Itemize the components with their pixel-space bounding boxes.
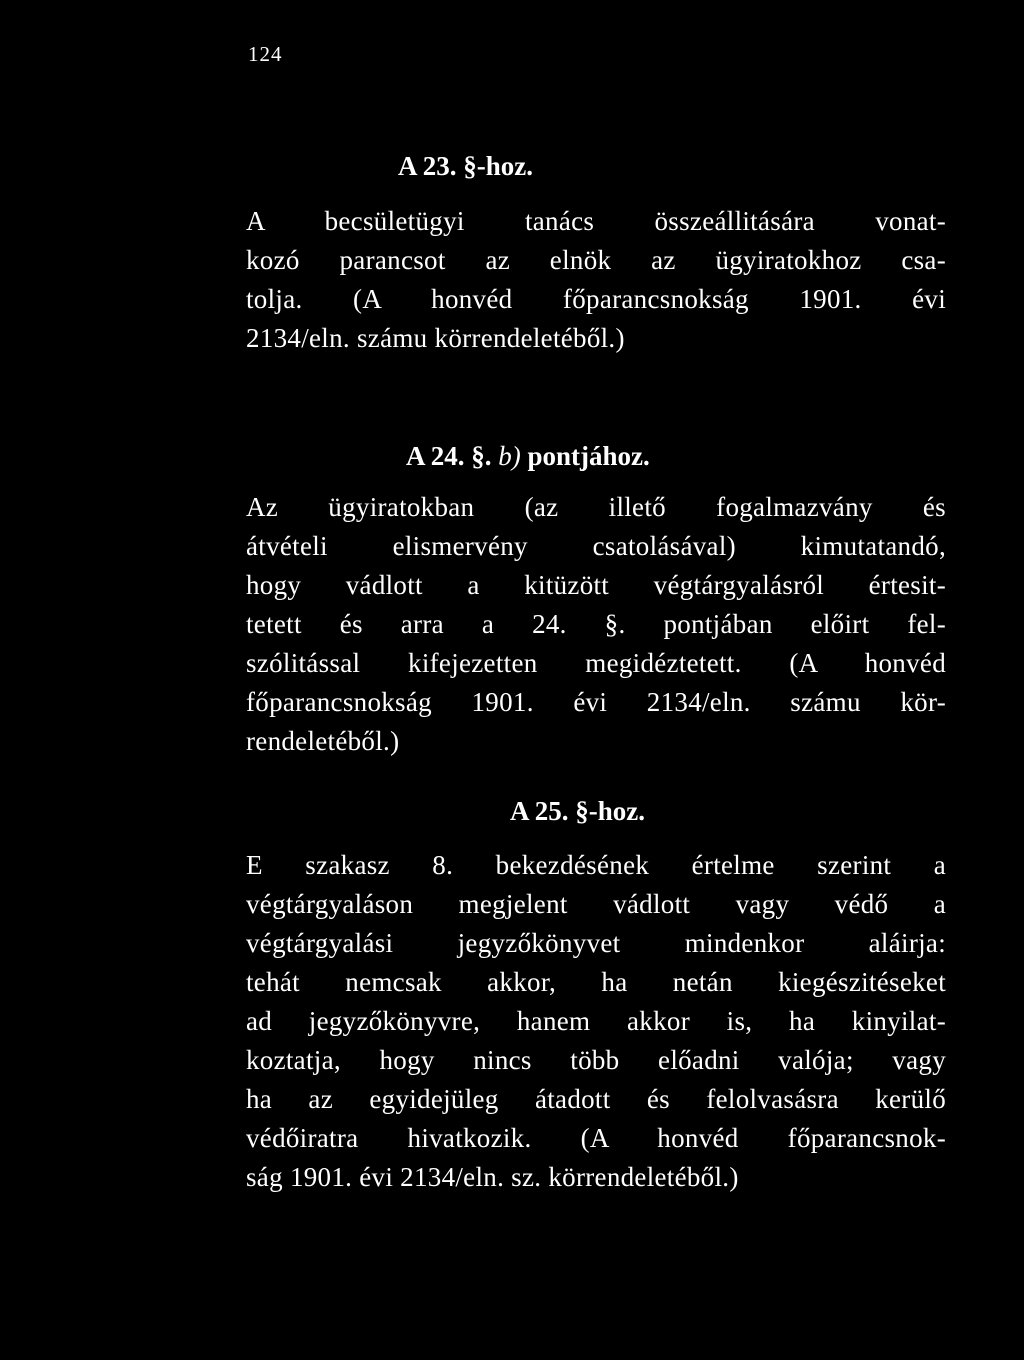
text-line: ha az egyidejüleg átadott és felolvasásra kerülő <box>246 1084 946 1114</box>
text-line: kozó parancsot az elnök az ügyiratokhoz csa- <box>246 245 946 275</box>
text-line: rendeletéből.) <box>246 726 400 756</box>
text-line: főparancsnokság 1901. évi 2134/eln. számu kör- <box>246 687 946 717</box>
heading-letter: b) <box>498 441 521 471</box>
section-heading-25 <box>510 795 645 827</box>
text-line: végtárgyalási jegyzőkönyvet mindenkor aláirja: <box>246 928 946 958</box>
text-line: Az ügyiratokban (az illető fogalmazvány és <box>246 492 946 522</box>
text-line: végtárgyaláson megjelent vádlott vagy védő a <box>246 889 946 919</box>
section-heading-24 <box>406 440 650 472</box>
text-line: A becsületügyi tanács összeállitására vonat- <box>246 206 946 236</box>
heading-number: A 24. <box>406 441 465 471</box>
heading-text: §-hoz. <box>463 151 534 181</box>
paragraph-23 <box>246 202 946 358</box>
heading-section-sign: §. <box>471 441 492 471</box>
text-line: E szakasz 8. bekezdésének értelme szerint a <box>246 850 946 880</box>
text-line: koztatja, hogy nincs több előadni valója; vagy <box>246 1045 946 1075</box>
text-line: tehát nemcsak akkor, ha netán kiegészitéseket <box>246 967 946 997</box>
text-line: tetett és arra a 24. §. pontjában előirt fel- <box>246 609 946 639</box>
heading-text: pontjához. <box>527 441 650 471</box>
text-line: tolja. (A honvéd főparancsnokság 1901. évi <box>246 284 946 314</box>
page-number: 124 <box>248 42 283 66</box>
paragraph-25 <box>246 846 946 1197</box>
text-line: védőiratra hivatkozik. (A honvéd főparancsnok- <box>246 1123 946 1153</box>
section-heading-23 <box>398 150 533 182</box>
paragraph-24 <box>246 488 946 761</box>
text-line: ad jegyzőkönyvre, hanem akkor is, ha kinyilat- <box>246 1006 946 1036</box>
text-line: 2134/eln. számu körrendeletéből.) <box>246 323 625 353</box>
heading-text: §-hoz. <box>575 796 646 826</box>
text-line: ság 1901. évi 2134/eln. sz. körrendeletéből.) <box>246 1162 739 1192</box>
text-line: átvételi elismervény csatolásával) kimutatandó, <box>246 531 946 561</box>
text-line: szólitással kifejezetten megidéztetett. (A honvéd <box>246 648 946 678</box>
heading-number: A 25. <box>510 796 569 826</box>
text-line: hogy vádlott a kitüzött végtárgyalásról értesit- <box>246 570 946 600</box>
heading-number: A 23. <box>398 151 457 181</box>
